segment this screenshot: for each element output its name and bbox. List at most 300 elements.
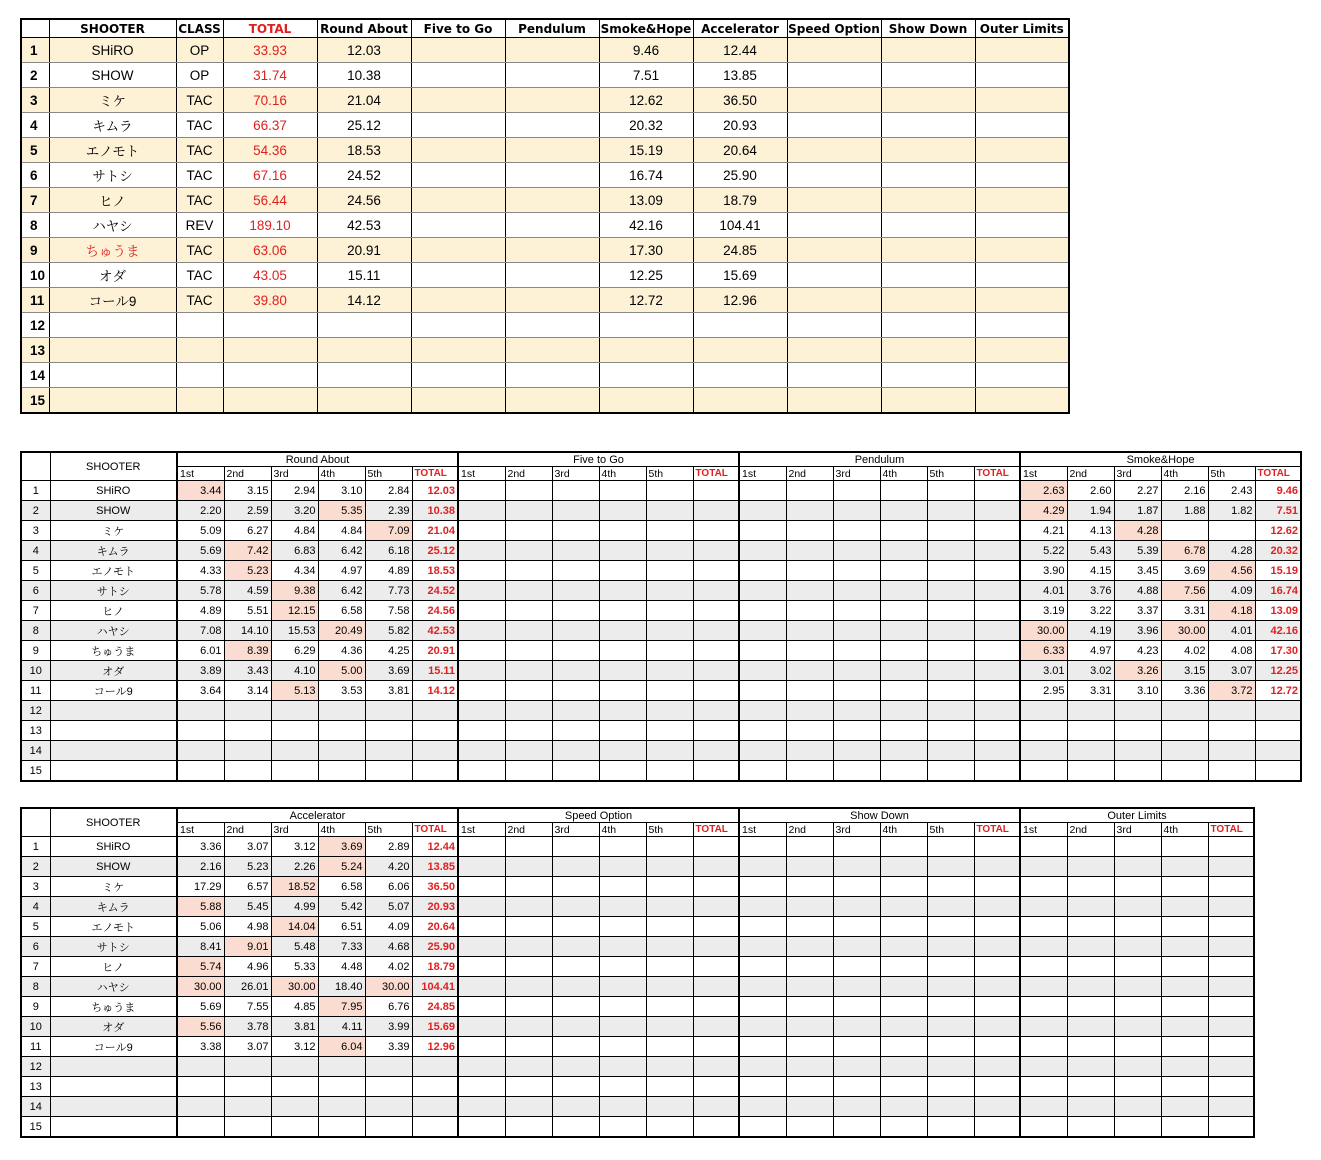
summary-cell-ol: [975, 113, 1069, 138]
string-time: [458, 761, 505, 782]
string-label: 4th: [880, 823, 927, 837]
string-time: [927, 621, 974, 641]
stage-total: [693, 761, 739, 782]
summary-cell-class: [176, 338, 223, 363]
summary-cell-acc: [693, 313, 787, 338]
summary-cell-ra: 24.56: [317, 188, 411, 213]
string-time: [505, 897, 552, 917]
string-time: [505, 521, 552, 541]
string-time: [646, 1037, 693, 1057]
stage-total: [693, 837, 739, 857]
stage-total: [974, 541, 1020, 561]
string-time: [271, 1117, 318, 1138]
string-time: [271, 1077, 318, 1097]
string-time: [552, 1097, 599, 1117]
summary-cell-pen: [505, 138, 599, 163]
string-time: [552, 1037, 599, 1057]
string-time: [458, 1037, 505, 1057]
summary-cell-ra: [317, 363, 411, 388]
string-time: [505, 481, 552, 501]
stage-total: [974, 761, 1020, 782]
string-time: [505, 661, 552, 681]
shooter-name: SHiRO: [50, 481, 177, 501]
string-time: 2.27: [1114, 481, 1161, 501]
summary-cell-ftg: [411, 188, 505, 213]
string-time: [1114, 741, 1161, 761]
string-time: 4.25: [365, 641, 412, 661]
string-time: [927, 877, 974, 897]
string-label: 1st: [739, 467, 786, 481]
stage-total: [974, 1037, 1020, 1057]
string-time: [599, 601, 646, 621]
string-time: [1114, 761, 1161, 782]
string-time: [458, 741, 505, 761]
string-time: 3.99: [365, 1017, 412, 1037]
stage-total: [974, 957, 1020, 977]
summary-row: [21, 263, 1069, 288]
summary-cell-ra: 24.52: [317, 163, 411, 188]
string-time: [739, 937, 786, 957]
shooter-name: サトシ: [50, 581, 177, 601]
string-time: [224, 1097, 271, 1117]
string-time: [927, 481, 974, 501]
string-time: 2.16: [1161, 481, 1208, 501]
stage-total: [974, 1077, 1020, 1097]
string-time: [739, 641, 786, 661]
summary-cell-total: [223, 313, 317, 338]
string-time: [739, 681, 786, 701]
stage-total: [693, 1117, 739, 1138]
string-time: [880, 877, 927, 897]
string-time: 4.97: [1067, 641, 1114, 661]
stage-total: [412, 1117, 458, 1138]
stage-total: 13.85: [412, 857, 458, 877]
string-label: 5th: [365, 823, 412, 837]
string-time: [458, 1077, 505, 1097]
string-time: 14.04: [271, 917, 318, 937]
summary-cell-pen: [505, 238, 599, 263]
stage-total: [693, 1097, 739, 1117]
string-time: [880, 641, 927, 661]
shooter-name: [50, 1097, 177, 1117]
string-time: [833, 521, 880, 541]
stage-total: [1208, 977, 1254, 997]
string-time: [505, 741, 552, 761]
summary-cell-so: [787, 288, 881, 313]
string-time: 5.48: [271, 937, 318, 957]
string-time: [224, 701, 271, 721]
summary-cell-ra: 14.12: [317, 288, 411, 313]
row-number: 6: [21, 937, 50, 957]
string-time: [458, 481, 505, 501]
string-time: [1114, 1077, 1161, 1097]
string-time: 4.15: [1067, 561, 1114, 581]
summary-row: [21, 38, 1069, 63]
stage-total: [1208, 837, 1254, 857]
stage-total: [974, 521, 1020, 541]
string-total-label: TOTAL: [412, 823, 458, 837]
string-time: [1114, 1017, 1161, 1037]
string-time: [786, 1017, 833, 1037]
shooter-name: [50, 1077, 177, 1097]
string-time: [552, 501, 599, 521]
string-time: 3.45: [1114, 561, 1161, 581]
header-outer-limits: Outer Limits: [975, 19, 1069, 38]
stage-total: [693, 857, 739, 877]
string-time: [1161, 957, 1208, 977]
string-time: 3.07: [224, 837, 271, 857]
summary-cell-no: 3: [21, 88, 49, 113]
string-time: [786, 541, 833, 561]
string-time: [833, 1017, 880, 1037]
summary-cell-class: [176, 363, 223, 388]
string-total-label: TOTAL: [1208, 823, 1254, 837]
summary-cell-class: TAC: [176, 188, 223, 213]
table-row: [21, 877, 1254, 897]
header-shooter: SHOOTER: [50, 808, 177, 837]
string-time: 4.11: [318, 1017, 365, 1037]
string-header-row: [21, 823, 1254, 837]
stage-total: [974, 917, 1020, 937]
string-time: [880, 601, 927, 621]
row-number: 8: [21, 621, 50, 641]
stage-total: [1255, 721, 1301, 741]
string-time: [458, 957, 505, 977]
summary-cell-ftg: [411, 63, 505, 88]
stage-total: 25.12: [412, 541, 458, 561]
string-label: 4th: [318, 467, 365, 481]
string-time: 4.36: [318, 641, 365, 661]
stage-total: 10.38: [412, 501, 458, 521]
string-time: [599, 1117, 646, 1138]
string-time: 1.82: [1208, 501, 1255, 521]
table-row: [21, 701, 1301, 721]
summary-cell-so: [787, 113, 881, 138]
row-number: 4: [21, 541, 50, 561]
string-time: 5.07: [365, 897, 412, 917]
stage-total: [974, 561, 1020, 581]
stage-total: [693, 501, 739, 521]
string-time: [833, 741, 880, 761]
string-time: [646, 701, 693, 721]
string-time: 1.88: [1161, 501, 1208, 521]
string-time: [177, 721, 224, 741]
header-blank: [21, 452, 50, 481]
string-time: [1161, 521, 1208, 541]
string-time: [646, 1057, 693, 1077]
string-time: [833, 621, 880, 641]
string-time: 4.48: [318, 957, 365, 977]
stage-total: [693, 601, 739, 621]
string-time: 4.02: [1161, 641, 1208, 661]
string-time: 3.20: [271, 501, 318, 521]
string-time: [1067, 877, 1114, 897]
summary-cell-no: 12: [21, 313, 49, 338]
stage-total: 14.12: [412, 681, 458, 701]
summary-cell-ra: [317, 338, 411, 363]
summary-cell-no: 13: [21, 338, 49, 363]
string-time: 7.56: [1161, 581, 1208, 601]
string-time: [458, 501, 505, 521]
summary-cell-acc: 15.69: [693, 263, 787, 288]
summary-cell-so: [787, 138, 881, 163]
string-time: [646, 897, 693, 917]
string-time: [365, 1097, 412, 1117]
string-time: [552, 897, 599, 917]
string-time: 3.26: [1114, 661, 1161, 681]
string-time: 5.43: [1067, 541, 1114, 561]
shooter-name: [50, 1057, 177, 1077]
string-time: [224, 1057, 271, 1077]
string-time: 4.23: [1114, 641, 1161, 661]
summary-cell-sd: [881, 388, 975, 414]
string-label: 4th: [880, 467, 927, 481]
shooter-name: ヒノ: [50, 601, 177, 621]
string-time: [833, 1097, 880, 1117]
string-time: [552, 977, 599, 997]
string-time: [552, 761, 599, 782]
row-number: 15: [21, 1117, 50, 1138]
string-time: [1067, 837, 1114, 857]
string-time: 5.06: [177, 917, 224, 937]
string-time: [880, 917, 927, 937]
table-row: [21, 541, 1301, 561]
summary-cell-pen: [505, 113, 599, 138]
shooter-name: オダ: [50, 1017, 177, 1037]
string-time: [552, 581, 599, 601]
summary-cell-ra: 20.91: [317, 238, 411, 263]
string-time: [505, 701, 552, 721]
string-time: 6.01: [177, 641, 224, 661]
summary-cell-ftg: [411, 313, 505, 338]
string-label: 3rd: [552, 467, 599, 481]
string-time: 4.10: [271, 661, 318, 681]
summary-cell-sd: [881, 213, 975, 238]
string-time: 3.72: [1208, 681, 1255, 701]
string-label: 5th: [927, 823, 974, 837]
string-time: 15.53: [271, 621, 318, 641]
stage-total: [693, 997, 739, 1017]
string-time: 4.96: [224, 957, 271, 977]
summary-cell-pen: [505, 163, 599, 188]
summary-cell-name: キムラ: [49, 113, 176, 138]
stage-total: [693, 1077, 739, 1097]
string-time: [552, 681, 599, 701]
summary-cell-sh: [599, 338, 693, 363]
string-label: 4th: [599, 467, 646, 481]
stage-total: [693, 481, 739, 501]
string-time: [458, 541, 505, 561]
string-time: 4.19: [1067, 621, 1114, 641]
string-time: [177, 701, 224, 721]
string-time: [365, 721, 412, 741]
string-time: [1067, 1017, 1114, 1037]
string-time: [833, 897, 880, 917]
string-time: 3.43: [224, 661, 271, 681]
header-smoke-hope: Smoke&Hope: [599, 19, 693, 38]
string-time: 3.96: [1114, 621, 1161, 641]
row-number: 6: [21, 581, 50, 601]
string-time: [786, 581, 833, 601]
string-time: [318, 1077, 365, 1097]
string-time: [880, 581, 927, 601]
string-time: [739, 721, 786, 741]
table-row: [21, 937, 1254, 957]
string-time: [1020, 837, 1067, 857]
string-time: [833, 721, 880, 741]
string-time: [927, 561, 974, 581]
summary-cell-pen: [505, 288, 599, 313]
summary-row: [21, 163, 1069, 188]
string-time: 4.98: [224, 917, 271, 937]
shooter-name: [50, 761, 177, 782]
string-time: [599, 1057, 646, 1077]
string-time: [880, 997, 927, 1017]
row-number: 9: [21, 641, 50, 661]
summary-cell-so: [787, 38, 881, 63]
string-time: [599, 661, 646, 681]
string-time: [833, 997, 880, 1017]
string-time: [552, 937, 599, 957]
string-time: 7.95: [318, 997, 365, 1017]
stage-total: [693, 741, 739, 761]
string-time: [552, 701, 599, 721]
stage-total: [693, 877, 739, 897]
summary-cell-sh: [599, 363, 693, 388]
string-label: 2nd: [505, 467, 552, 481]
summary-cell-sh: 12.62: [599, 88, 693, 113]
string-time: [739, 701, 786, 721]
stage-title: Speed Option: [458, 808, 739, 823]
string-time: [1161, 1017, 1208, 1037]
stage-total: [974, 1097, 1020, 1117]
string-time: [1020, 877, 1067, 897]
string-time: 3.69: [365, 661, 412, 681]
stage-total: [974, 1117, 1020, 1138]
string-time: [786, 741, 833, 761]
string-time: [1020, 1017, 1067, 1037]
string-time: [224, 761, 271, 782]
string-label: 4th: [318, 823, 365, 837]
summary-cell-total: 56.44: [223, 188, 317, 213]
summary-cell-name: エノモト: [49, 138, 176, 163]
summary-cell-pen: [505, 213, 599, 238]
string-time: 2.63: [1020, 481, 1067, 501]
summary-cell-ol: [975, 88, 1069, 113]
summary-cell-sd: [881, 363, 975, 388]
string-time: 5.78: [177, 581, 224, 601]
string-time: [599, 501, 646, 521]
string-time: [739, 977, 786, 997]
string-time: 5.69: [177, 541, 224, 561]
summary-row: [21, 113, 1069, 138]
summary-cell-pen: [505, 88, 599, 113]
summary-cell-name: [49, 313, 176, 338]
string-time: [177, 761, 224, 782]
string-time: [458, 721, 505, 741]
summary-cell-ftg: [411, 388, 505, 414]
string-time: [739, 481, 786, 501]
summary-cell-pen: [505, 63, 599, 88]
header-round-about: Round About: [317, 19, 411, 38]
summary-cell-no: 9: [21, 238, 49, 263]
string-time: [880, 957, 927, 977]
string-time: 4.99: [271, 897, 318, 917]
summary-cell-no: 1: [21, 38, 49, 63]
summary-row: [21, 238, 1069, 263]
summary-cell-name: ミケ: [49, 88, 176, 113]
table-row: [21, 521, 1301, 541]
string-time: [365, 701, 412, 721]
string-time: [739, 561, 786, 581]
summary-cell-ol: [975, 388, 1069, 414]
string-time: [646, 761, 693, 782]
string-time: [1020, 857, 1067, 877]
string-time: [1161, 917, 1208, 937]
summary-cell-pen: [505, 388, 599, 414]
string-label: 2nd: [224, 467, 271, 481]
string-time: 6.78: [1161, 541, 1208, 561]
string-time: 5.33: [271, 957, 318, 977]
string-time: [786, 937, 833, 957]
string-label: 5th: [927, 467, 974, 481]
string-time: [599, 977, 646, 997]
string-time: [739, 1017, 786, 1037]
summary-cell-class: OP: [176, 38, 223, 63]
string-time: [1020, 741, 1067, 761]
summary-cell-so: [787, 88, 881, 113]
summary-cell-acc: 24.85: [693, 238, 787, 263]
summary-cell-ol: [975, 363, 1069, 388]
string-time: 7.73: [365, 581, 412, 601]
string-time: [318, 741, 365, 761]
string-time: [177, 741, 224, 761]
string-time: [1114, 957, 1161, 977]
string-time: [927, 701, 974, 721]
string-time: [1114, 701, 1161, 721]
stage-total: [693, 937, 739, 957]
summary-cell-pen: [505, 188, 599, 213]
stage-total: [974, 741, 1020, 761]
string-time: [786, 1097, 833, 1117]
stage-total: [974, 701, 1020, 721]
string-time: [646, 1077, 693, 1097]
summary-cell-ol: [975, 213, 1069, 238]
header-speed-option: Speed Option: [787, 19, 881, 38]
summary-cell-ra: 18.53: [317, 138, 411, 163]
string-time: [739, 741, 786, 761]
string-time: [927, 521, 974, 541]
string-time: 7.58: [365, 601, 412, 621]
string-time: [1067, 1077, 1114, 1097]
stage-total: [974, 877, 1020, 897]
row-number: 4: [21, 897, 50, 917]
string-time: [458, 641, 505, 661]
summary-cell-sd: [881, 63, 975, 88]
stage-header-row: [21, 452, 1301, 467]
header-blank: [21, 808, 50, 837]
summary-cell-ra: 21.04: [317, 88, 411, 113]
row-number: 13: [21, 1077, 50, 1097]
string-time: [458, 1117, 505, 1138]
string-time: [927, 1057, 974, 1077]
string-time: [599, 1037, 646, 1057]
stage-total: [974, 581, 1020, 601]
stage-total: [1208, 937, 1254, 957]
string-time: [552, 917, 599, 937]
stage-total: [974, 837, 1020, 857]
string-time: [552, 957, 599, 977]
